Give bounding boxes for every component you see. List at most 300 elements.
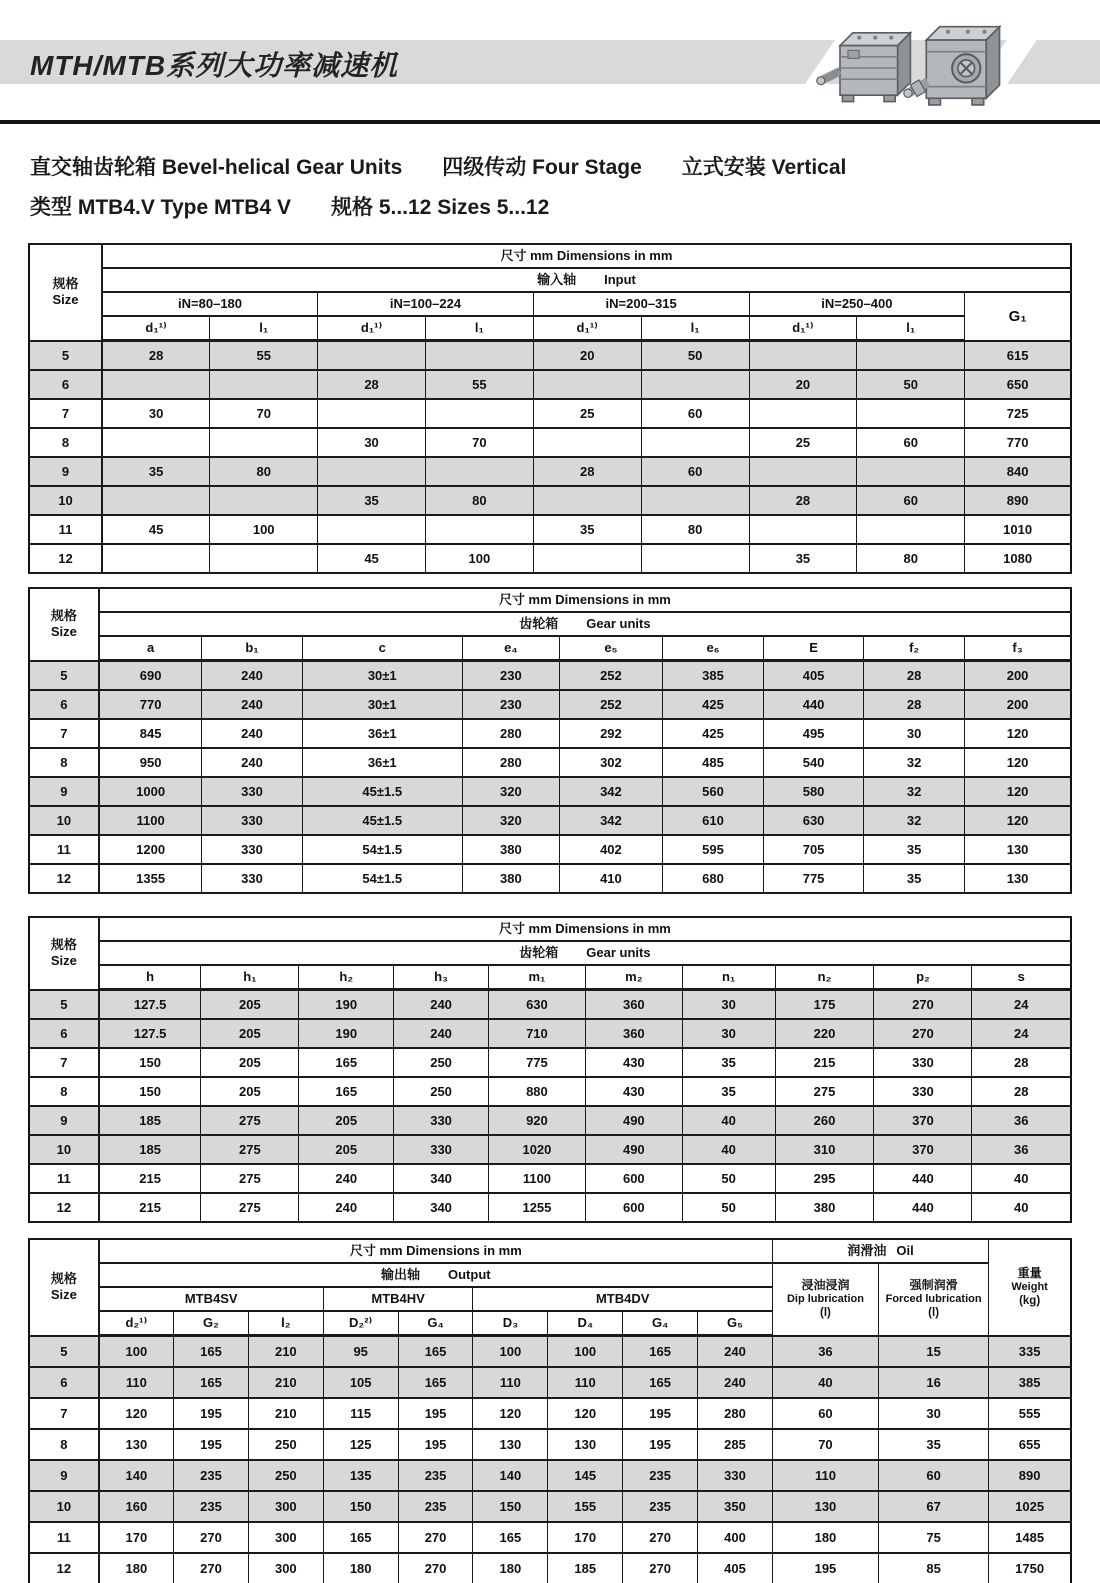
- value-cell: 342: [559, 806, 662, 835]
- value-cell: 270: [398, 1522, 473, 1553]
- value-cell: 28: [972, 1077, 1071, 1106]
- value-cell: [749, 341, 857, 371]
- table-row: [29, 399, 1071, 428]
- value-cell: 950: [99, 748, 202, 777]
- value-cell: 60: [641, 399, 749, 428]
- table-row: [29, 486, 1071, 515]
- table-row: [29, 864, 1071, 893]
- value-cell: 25: [749, 428, 857, 457]
- value-cell: 35: [102, 457, 210, 486]
- value-cell: 190: [299, 990, 394, 1020]
- value-cell: 127.5: [99, 990, 201, 1020]
- value-cell: 120: [965, 806, 1071, 835]
- value-cell: 330: [202, 864, 302, 893]
- value-cell: 45: [102, 515, 210, 544]
- value-cell: 410: [559, 864, 662, 893]
- value-cell: [102, 486, 210, 515]
- value-cell: 205: [299, 1135, 394, 1164]
- value-cell: 270: [623, 1522, 698, 1553]
- value-cell: 205: [201, 1019, 299, 1048]
- size-label-zh: 规格: [50, 608, 77, 623]
- value-cell: 28: [318, 370, 426, 399]
- dip-label-zh: 浸油浸润: [801, 1277, 850, 1292]
- table-row: [29, 719, 1071, 748]
- value-cell: 160: [99, 1491, 174, 1522]
- column-header: n₁: [682, 965, 775, 990]
- column-header: G₄: [623, 1311, 698, 1336]
- value-cell: 60: [772, 1398, 878, 1429]
- value-cell: 1010: [965, 515, 1071, 544]
- value-cell: 840: [965, 457, 1071, 486]
- column-header: m₁: [488, 965, 585, 990]
- value-cell: 240: [698, 1336, 773, 1368]
- value-cell: 40: [772, 1367, 878, 1398]
- value-cell: 240: [698, 1367, 773, 1398]
- value-cell: 330: [202, 806, 302, 835]
- value-cell: 405: [764, 661, 864, 691]
- value-cell: 340: [394, 1164, 489, 1193]
- size-cell: 8: [29, 428, 102, 457]
- value-cell: 195: [398, 1398, 473, 1429]
- value-cell: 180: [99, 1553, 174, 1583]
- value-cell: 165: [174, 1367, 249, 1398]
- value-cell: 150: [99, 1048, 201, 1077]
- table-row: [29, 1398, 1071, 1429]
- value-cell: 200: [965, 690, 1071, 719]
- value-cell: 285: [698, 1429, 773, 1460]
- value-cell: 28: [972, 1048, 1071, 1077]
- size-cell: 10: [29, 806, 99, 835]
- value-cell: [857, 457, 965, 486]
- value-cell: 30: [682, 990, 775, 1020]
- value-cell: 890: [989, 1460, 1071, 1491]
- column-header: E: [764, 636, 864, 661]
- forced-label-zh: 强制润滑: [909, 1277, 958, 1292]
- value-cell: 25: [533, 399, 641, 428]
- input-label-zh: 输入轴: [537, 271, 577, 287]
- value-cell: 30±1: [302, 690, 462, 719]
- column-header: s: [972, 965, 1071, 990]
- value-cell: 110: [772, 1460, 878, 1491]
- column-header: d₁¹⁾: [749, 316, 857, 341]
- value-cell: 330: [698, 1460, 773, 1491]
- value-cell: 175: [775, 990, 874, 1020]
- size-cell: 12: [29, 1193, 99, 1222]
- table-body: [29, 990, 1071, 1223]
- column-header: b₁: [202, 636, 302, 661]
- gear-units-section-header: [99, 612, 1071, 636]
- value-cell: 185: [99, 1135, 201, 1164]
- value-cell: [210, 370, 318, 399]
- value-cell: 195: [623, 1398, 698, 1429]
- ratio-group-header: iN=250–400: [749, 292, 965, 316]
- value-cell: [857, 515, 965, 544]
- model-group-header: MTB4DV: [473, 1287, 772, 1311]
- value-cell: 275: [775, 1077, 874, 1106]
- value-cell: 130: [772, 1491, 878, 1522]
- table-body: [29, 341, 1071, 574]
- output-label-zh: 输出轴: [380, 1266, 420, 1282]
- size-cell: 5: [29, 661, 99, 691]
- size-cell: 9: [29, 777, 99, 806]
- value-cell: 275: [201, 1106, 299, 1135]
- table-row: [29, 544, 1071, 573]
- model-group-header: MTB4SV: [99, 1287, 324, 1311]
- value-cell: 60: [857, 428, 965, 457]
- size-cell: 9: [29, 1460, 99, 1491]
- value-cell: 1000: [99, 777, 202, 806]
- value-cell: 240: [299, 1193, 394, 1222]
- subtitle-type: 类型 MTB4.V Type MTB4 V: [30, 196, 291, 219]
- value-cell: 35: [749, 544, 857, 573]
- value-cell: 30: [102, 399, 210, 428]
- value-cell: 165: [299, 1077, 394, 1106]
- value-cell: 120: [965, 719, 1071, 748]
- size-label-zh: 规格: [52, 276, 79, 291]
- size-cell: 7: [29, 719, 99, 748]
- size-cell: 11: [29, 515, 102, 544]
- value-cell: [749, 457, 857, 486]
- value-cell: 1020: [488, 1135, 585, 1164]
- value-cell: 320: [462, 806, 559, 835]
- value-cell: 600: [585, 1193, 682, 1222]
- ratio-group-header: iN=200–315: [533, 292, 749, 316]
- column-header: D₄: [548, 1311, 623, 1336]
- value-cell: 70: [772, 1429, 878, 1460]
- value-cell: 28: [102, 341, 210, 371]
- size-cell: 6: [29, 1367, 99, 1398]
- value-cell: 320: [462, 777, 559, 806]
- value-cell: 130: [548, 1429, 623, 1460]
- subtitle-line-1: [30, 146, 886, 186]
- value-cell: 342: [559, 777, 662, 806]
- ratio-group-header: iN=80–180: [102, 292, 318, 316]
- value-cell: 30: [864, 719, 965, 748]
- value-cell: [210, 544, 318, 573]
- value-cell: 120: [548, 1398, 623, 1429]
- value-cell: 490: [585, 1106, 682, 1135]
- value-cell: 380: [775, 1193, 874, 1222]
- table-row: [29, 835, 1071, 864]
- value-cell: 32: [864, 777, 965, 806]
- output-shaft-table: [28, 1238, 1072, 1583]
- value-cell: 24: [972, 1019, 1071, 1048]
- value-cell: 16: [878, 1367, 988, 1398]
- column-header: l₁: [857, 316, 965, 341]
- table-row: [29, 1135, 1071, 1164]
- value-cell: 370: [874, 1135, 972, 1164]
- value-cell: 1485: [989, 1522, 1071, 1553]
- oil-label-zh: 润滑油: [847, 1242, 887, 1258]
- value-cell: 205: [201, 1077, 299, 1106]
- value-cell: 710: [488, 1019, 585, 1048]
- value-cell: [318, 341, 426, 371]
- value-cell: 35: [318, 486, 426, 515]
- value-cell: [641, 486, 749, 515]
- value-cell: 252: [559, 690, 662, 719]
- value-cell: 205: [299, 1106, 394, 1135]
- value-cell: 725: [965, 399, 1071, 428]
- value-cell: [857, 399, 965, 428]
- forced-lubrication-header: [878, 1263, 988, 1336]
- value-cell: 165: [398, 1336, 473, 1368]
- size-column-header: [29, 917, 99, 990]
- column-header: a: [99, 636, 202, 661]
- value-cell: 125: [323, 1429, 398, 1460]
- value-cell: 250: [394, 1077, 489, 1106]
- subtitle-stages: 四级传动 Four Stage: [442, 156, 642, 179]
- size-cell: 8: [29, 1077, 99, 1106]
- value-cell: 235: [398, 1460, 473, 1491]
- model-group-header: MTB4HV: [323, 1287, 473, 1311]
- table-row: [29, 1429, 1071, 1460]
- value-cell: 330: [394, 1135, 489, 1164]
- gear-unit-table-2: [28, 916, 1072, 1223]
- value-cell: 210: [248, 1398, 323, 1429]
- value-cell: [533, 544, 641, 573]
- size-label-en: Size: [52, 292, 79, 308]
- value-cell: 35: [682, 1077, 775, 1106]
- value-cell: 105: [323, 1367, 398, 1398]
- value-cell: 335: [989, 1336, 1071, 1368]
- value-cell: 300: [248, 1491, 323, 1522]
- subtitle-mounting: 立式安装 Vertical: [681, 156, 847, 179]
- g1-column-header: G₁: [965, 292, 1071, 341]
- subtitle-line-2: [30, 186, 886, 226]
- table-row: [29, 990, 1071, 1020]
- value-cell: 770: [965, 428, 1071, 457]
- dimensions-title: 尺寸 mm Dimensions in mm: [99, 588, 1071, 612]
- value-cell: 360: [585, 990, 682, 1020]
- value-cell: 130: [965, 864, 1071, 893]
- value-cell: 775: [764, 864, 864, 893]
- value-cell: 165: [299, 1048, 394, 1077]
- size-label-en: Size: [50, 1287, 77, 1303]
- size-cell: 5: [29, 990, 99, 1020]
- value-cell: 405: [698, 1553, 773, 1583]
- size-cell: 6: [29, 370, 102, 399]
- value-cell: [641, 370, 749, 399]
- value-cell: [641, 428, 749, 457]
- output-label-en: Output: [448, 1266, 491, 1282]
- value-cell: 250: [248, 1429, 323, 1460]
- value-cell: 28: [749, 486, 857, 515]
- value-cell: 302: [559, 748, 662, 777]
- column-header: m₂: [585, 965, 682, 990]
- value-cell: 60: [641, 457, 749, 486]
- value-cell: 80: [857, 544, 965, 573]
- value-cell: 595: [663, 835, 764, 864]
- forced-label-en: Forced lubrication: [885, 1292, 982, 1305]
- value-cell: [425, 399, 533, 428]
- value-cell: 270: [623, 1553, 698, 1583]
- value-cell: 30: [682, 1019, 775, 1048]
- column-header: e₄: [462, 636, 559, 661]
- value-cell: 295: [775, 1164, 874, 1193]
- value-cell: 370: [874, 1106, 972, 1135]
- size-cell: 5: [29, 1336, 99, 1368]
- value-cell: 240: [202, 690, 302, 719]
- size-column-header: [29, 244, 102, 341]
- gear-units-label-en: Gear units: [586, 944, 651, 960]
- table-row: [29, 777, 1071, 806]
- value-cell: 495: [764, 719, 864, 748]
- value-cell: 280: [462, 719, 559, 748]
- value-cell: 60: [878, 1460, 988, 1491]
- value-cell: 555: [989, 1398, 1071, 1429]
- value-cell: 705: [764, 835, 864, 864]
- value-cell: 54±1.5: [302, 864, 462, 893]
- value-cell: 190: [299, 1019, 394, 1048]
- value-cell: 70: [425, 428, 533, 457]
- table-row: [29, 748, 1071, 777]
- value-cell: 610: [663, 806, 764, 835]
- size-column-header: [29, 588, 99, 661]
- table-row: [29, 1460, 1071, 1491]
- value-cell: 40: [972, 1164, 1071, 1193]
- value-cell: 235: [174, 1491, 249, 1522]
- size-cell: 8: [29, 1429, 99, 1460]
- table-row: [29, 341, 1071, 371]
- table-row: [29, 1553, 1071, 1583]
- column-header: G₂: [174, 1311, 249, 1336]
- size-cell: 6: [29, 1019, 99, 1048]
- value-cell: 280: [462, 748, 559, 777]
- value-cell: 205: [201, 990, 299, 1020]
- value-cell: 270: [174, 1553, 249, 1583]
- size-cell: 7: [29, 1398, 99, 1429]
- value-cell: 240: [394, 1019, 489, 1048]
- banner-deco-shape: [1007, 40, 1100, 84]
- dip-label-en: Dip lubrication: [786, 1292, 864, 1305]
- value-cell: 50: [641, 341, 749, 371]
- gear-units-label-en: Gear units: [586, 615, 651, 631]
- value-cell: 165: [174, 1336, 249, 1368]
- value-cell: 180: [772, 1522, 878, 1553]
- dimensions-title: 尺寸 mm Dimensions in mm: [102, 244, 1071, 268]
- value-cell: 165: [398, 1367, 473, 1398]
- value-cell: 240: [202, 748, 302, 777]
- value-cell: 35: [864, 835, 965, 864]
- value-cell: 1750: [989, 1553, 1071, 1583]
- column-header: l₁: [425, 316, 533, 341]
- value-cell: [318, 399, 426, 428]
- dimensions-title: 尺寸 mm Dimensions in mm: [99, 917, 1071, 941]
- value-cell: 385: [663, 661, 764, 691]
- gear-units-label-zh: 齿轮箱: [519, 615, 559, 631]
- value-cell: 890: [965, 486, 1071, 515]
- value-cell: 270: [874, 1019, 972, 1048]
- value-cell: 195: [623, 1429, 698, 1460]
- value-cell: 85: [878, 1553, 988, 1583]
- value-cell: 235: [623, 1460, 698, 1491]
- value-cell: 280: [698, 1398, 773, 1429]
- value-cell: 185: [548, 1553, 623, 1583]
- gear-units-label-zh: 齿轮箱: [519, 944, 559, 960]
- value-cell: 165: [473, 1522, 548, 1553]
- table-row: [29, 1106, 1071, 1135]
- gearbox-photo-vertical: [903, 15, 1007, 115]
- subtitle-block: [30, 146, 886, 226]
- value-cell: 50: [857, 370, 965, 399]
- value-cell: 1025: [989, 1491, 1071, 1522]
- value-cell: 95: [323, 1336, 398, 1368]
- size-cell: 11: [29, 1164, 99, 1193]
- gear-units-section-header: [99, 941, 1071, 965]
- value-cell: 440: [764, 690, 864, 719]
- value-cell: 300: [248, 1553, 323, 1583]
- value-cell: 100: [99, 1336, 174, 1368]
- value-cell: [425, 341, 533, 371]
- column-header: d₁¹⁾: [102, 316, 210, 341]
- value-cell: 28: [533, 457, 641, 486]
- value-cell: 600: [585, 1164, 682, 1193]
- column-header: G₅: [698, 1311, 773, 1336]
- value-cell: 540: [764, 748, 864, 777]
- column-header: D₃: [473, 1311, 548, 1336]
- table-row: [29, 515, 1071, 544]
- column-header: d₁¹⁾: [533, 316, 641, 341]
- forced-unit: (l): [928, 1307, 940, 1320]
- value-cell: 30: [878, 1398, 988, 1429]
- value-cell: 45: [318, 544, 426, 573]
- value-cell: 140: [473, 1460, 548, 1491]
- value-cell: 215: [775, 1048, 874, 1077]
- value-cell: [210, 486, 318, 515]
- value-cell: 110: [473, 1367, 548, 1398]
- value-cell: 165: [323, 1522, 398, 1553]
- column-header: e₆: [663, 636, 764, 661]
- column-header: c: [302, 636, 462, 661]
- value-cell: 36: [772, 1336, 878, 1368]
- tables-block: [28, 243, 1072, 1583]
- size-cell: 11: [29, 835, 99, 864]
- size-column-header: [29, 1239, 99, 1336]
- size-label-en: Size: [50, 624, 77, 640]
- value-cell: 70: [210, 399, 318, 428]
- value-cell: 210: [248, 1336, 323, 1368]
- size-label-zh: 规格: [50, 937, 77, 952]
- value-cell: 430: [585, 1048, 682, 1077]
- value-cell: 195: [772, 1553, 878, 1583]
- value-cell: 24: [972, 990, 1071, 1020]
- value-cell: 32: [864, 806, 965, 835]
- value-cell: [533, 370, 641, 399]
- value-cell: 300: [248, 1522, 323, 1553]
- value-cell: 310: [775, 1135, 874, 1164]
- value-cell: 30: [318, 428, 426, 457]
- column-header: G₄: [398, 1311, 473, 1336]
- table-row: [29, 1164, 1071, 1193]
- value-cell: [641, 544, 749, 573]
- value-cell: 920: [488, 1106, 585, 1135]
- column-header: d₂¹⁾: [99, 1311, 174, 1336]
- value-cell: 54±1.5: [302, 835, 462, 864]
- banner-title: MTH/MTB系列大功率减速机: [30, 50, 399, 81]
- value-cell: 165: [623, 1336, 698, 1368]
- value-cell: 36: [972, 1135, 1071, 1164]
- value-cell: 200: [965, 661, 1071, 691]
- value-cell: [102, 370, 210, 399]
- value-cell: 275: [201, 1135, 299, 1164]
- value-cell: 440: [874, 1193, 972, 1222]
- size-label-zh: 规格: [50, 1271, 77, 1286]
- column-header: D₂²⁾: [323, 1311, 398, 1336]
- value-cell: 240: [299, 1164, 394, 1193]
- value-cell: 1100: [488, 1164, 585, 1193]
- value-cell: 260: [775, 1106, 874, 1135]
- dip-unit: (l): [820, 1307, 831, 1320]
